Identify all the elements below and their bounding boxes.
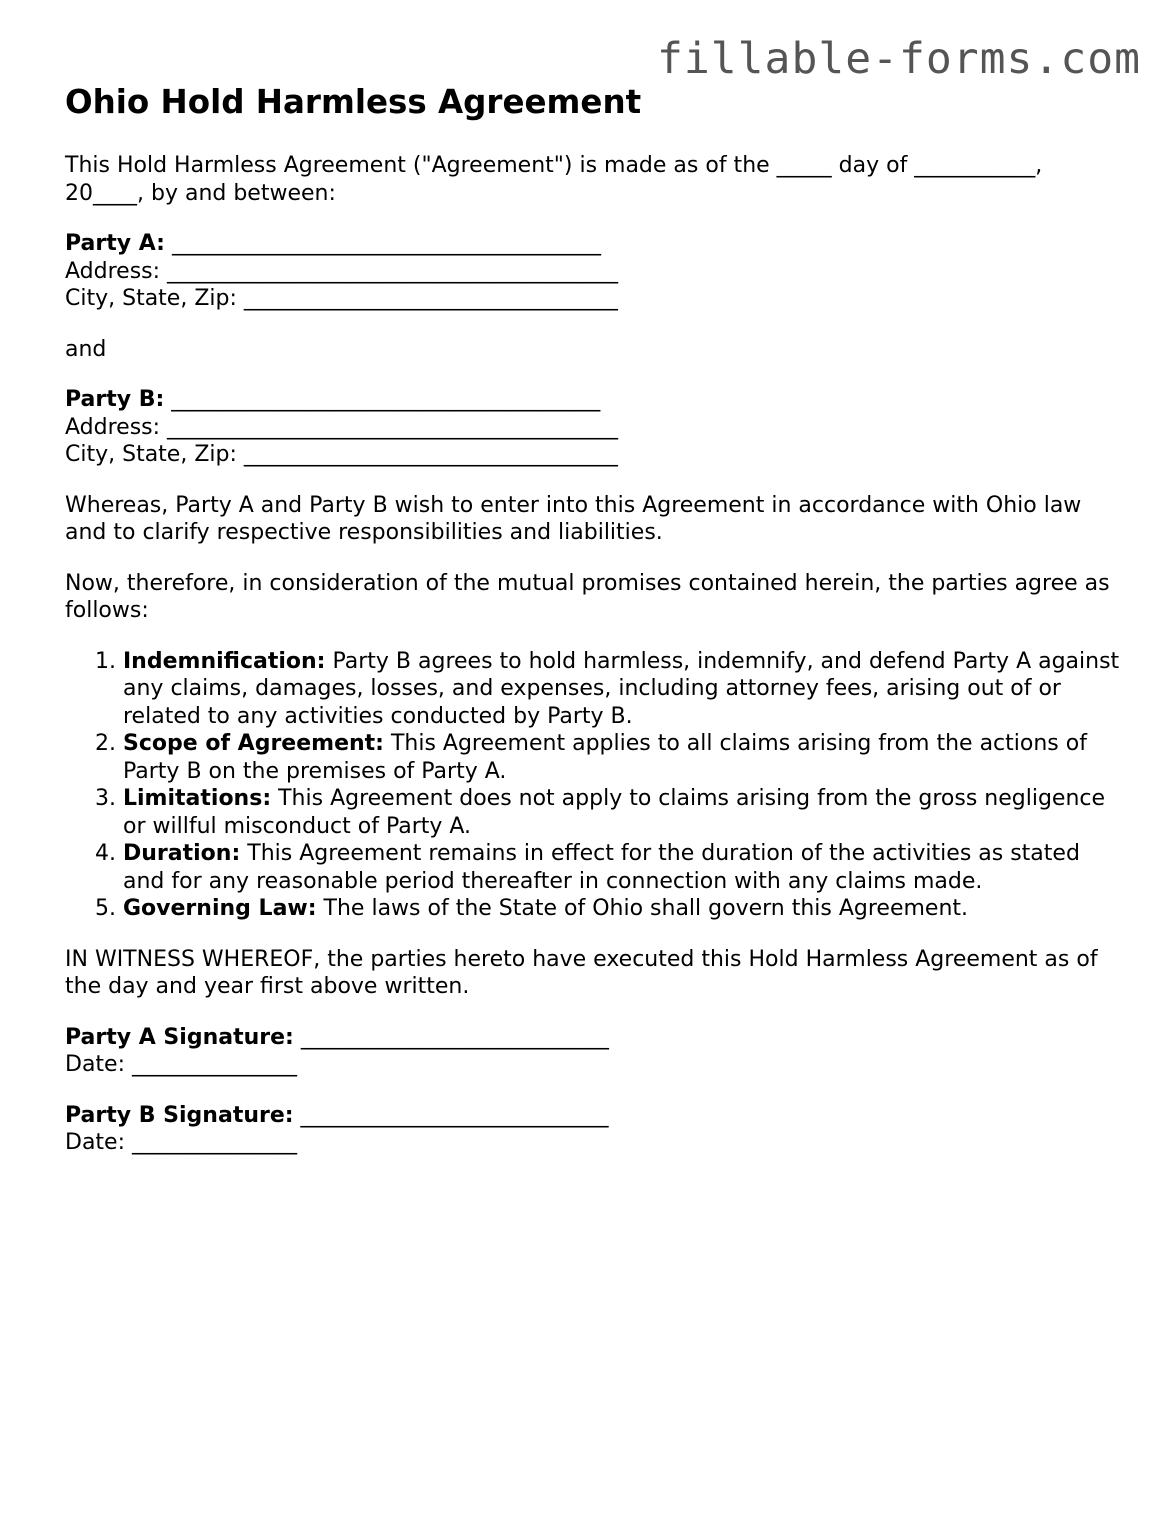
party-a-label: Party A: (65, 231, 165, 256)
party-b-label: Party B: (65, 387, 165, 412)
party-a-address-field[interactable]: Address: _________________________________________ (65, 258, 619, 284)
clause-text: Party B agrees to hold harmless, indemnify, and defend Party A against any claims, damages, losses, and expenses, including attorney fees, arising out of or related to any activities conducted by Party B. (123, 648, 1120, 729)
clauses-list (65, 648, 1125, 923)
clause-term: Scope of Agreement: (123, 731, 384, 756)
party-a-block (65, 230, 1125, 313)
party-a-name-field[interactable]: _______________________________________ (164, 231, 601, 256)
party-b-date-field[interactable]: Date: _______________ (65, 1130, 297, 1155)
clause-item (123, 840, 1125, 895)
clause-item (123, 730, 1125, 785)
party-a-signature-line (65, 1024, 1125, 1052)
clause-term: Indemnification: (123, 648, 326, 674)
party-b-signature-label: Party B Signature: (65, 1102, 294, 1128)
intro-paragraph: This Hold Harmless Agreement ("Agreement") is made as of the _____ day of ___________, 20____, by and between: (65, 153, 1043, 206)
and-text: and (65, 336, 107, 362)
party-b-block (65, 386, 1125, 469)
clause-term: Limitations: (123, 786, 272, 811)
watermark: fillable-forms.com (657, 34, 1141, 84)
document-title: Ohio Hold Harmless Agreement (65, 83, 642, 121)
clause-text: The laws of the State of Ohio shall govern this Agreement. (316, 896, 969, 921)
party-b-name-field[interactable]: _______________________________________ (164, 387, 601, 412)
clause-item (123, 895, 1125, 923)
clause-text: This Agreement applies to all claims arising from the actions of Party B on the premises of Party A. (123, 731, 1087, 784)
party-b-address-field[interactable]: Address: _________________________________________ (65, 414, 619, 440)
whereas-paragraph: Whereas, Party A and Party B wish to enter into this Agreement in accordance with Ohio law and to clarify respective responsibilities and liabilities. (65, 492, 1082, 545)
party-a-signature-label: Party A Signature: (65, 1024, 294, 1050)
party-b-signature-block (65, 1102, 1125, 1157)
party-a-signature-field[interactable]: ____________________________ (293, 1024, 609, 1050)
document-body (65, 82, 1125, 1180)
now-therefore-paragraph: Now, therefore, in consideration of the mutual promises contained herein, the parties agree as follows: (65, 570, 1110, 623)
clause-term: Governing Law: (123, 896, 317, 921)
party-a-date-field[interactable]: Date: _______________ (65, 1052, 297, 1077)
clause-item (123, 648, 1125, 731)
clause-text: This Agreement remains in effect for the duration of the activities as stated and for any reasonable period thereafter in connection with any claims made. (123, 841, 1080, 894)
party-b-city-field[interactable]: City, State, Zip: __________________________________ (65, 442, 618, 467)
party-a-city-field[interactable]: City, State, Zip: __________________________________ (65, 286, 618, 311)
clause-term: Duration: (123, 841, 241, 866)
party-b-signature-field[interactable]: ____________________________ (293, 1102, 609, 1128)
party-b-name-line (65, 386, 1125, 414)
clause-text: This Agreement does not apply to claims arising from the gross negligence or willful misconduct of Party A. (123, 786, 1106, 839)
party-a-signature-block (65, 1024, 1125, 1079)
party-a-name-line (65, 230, 1125, 258)
party-b-signature-line (65, 1102, 1125, 1130)
witness-paragraph: IN WITNESS WHEREOF, the parties hereto have executed this Hold Harmless Agreement as of the day and year first above written. (65, 946, 1098, 999)
clause-item (123, 785, 1125, 840)
